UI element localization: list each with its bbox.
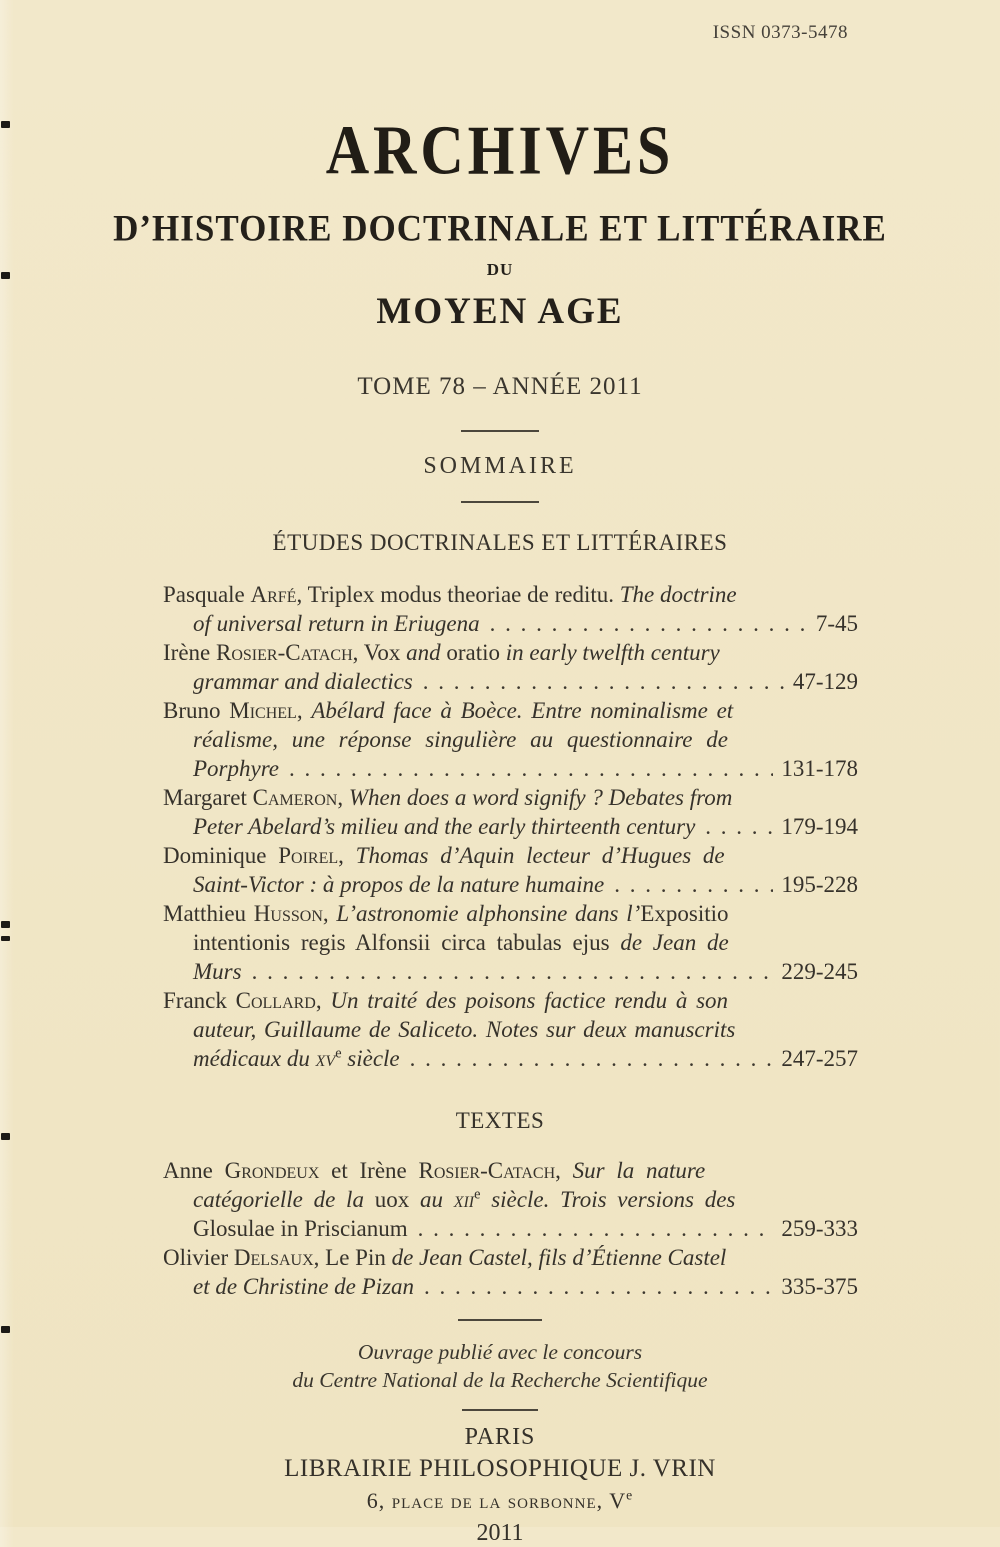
toc-entry-text <box>163 1156 705 1185</box>
text-segment: Arfé <box>250 582 297 607</box>
toc-entry-line <box>163 1272 858 1301</box>
text-segment: Anne <box>163 1158 225 1183</box>
toc-entry-line <box>163 986 858 1015</box>
text-segment: et Irène <box>319 1158 419 1183</box>
journal-subtitle-moyen-age: MOYEN AGE <box>376 291 624 332</box>
toc-entry-line <box>163 1015 858 1044</box>
journal-title: ARCHIVES <box>325 113 675 190</box>
text-segment: e <box>474 1186 481 1203</box>
text-segment: Porphyre <box>193 756 280 781</box>
text-segment: Bruno <box>163 698 230 723</box>
horizontal-rule <box>462 1409 538 1411</box>
funding-credit <box>0 1338 1000 1394</box>
text-segment: Irène <box>163 640 216 665</box>
dot-leader <box>418 1214 774 1243</box>
scan-artifact-mark <box>1 121 10 128</box>
toc-entry-line <box>163 1243 858 1272</box>
publisher-address <box>0 1488 1000 1514</box>
text-segment: intentionis regis Alfonsii circa tabulas ejus <box>193 930 621 955</box>
publisher-name: LIBRAIRIE PHILOSOPHIQUE J. VRIN <box>284 1455 716 1482</box>
scan-artifact-mark <box>1 272 10 279</box>
section-etudes <box>0 530 1000 1073</box>
toc-entry-line <box>163 928 858 957</box>
toc-entry-text <box>163 986 728 1015</box>
dot-leader <box>490 609 808 638</box>
toc-entry-text <box>193 870 604 899</box>
text-segment: , V <box>596 1488 627 1513</box>
toc-entries <box>163 580 858 1073</box>
publisher-city: PARIS <box>464 1424 536 1450</box>
toc-entry-text <box>193 609 480 638</box>
toc-entry-text <box>163 696 733 725</box>
toc-entry-text <box>163 1243 726 1272</box>
page-range: 7-45 <box>815 611 858 636</box>
scan-artifact-mark <box>1 1133 10 1140</box>
toc-entry-line <box>163 667 858 696</box>
text-segment: Murs <box>193 959 242 984</box>
toc-entry-text <box>193 725 728 754</box>
text-segment: , <box>338 843 356 868</box>
dot-leader <box>424 1272 773 1301</box>
text-segment: xii <box>453 1187 475 1212</box>
text-segment: , <box>555 1158 573 1183</box>
dot-leader <box>614 870 773 899</box>
text-segment: , <box>296 698 312 723</box>
scan-artifact-mark <box>1 921 10 928</box>
text-segment: of universal return in Eriugena <box>193 611 480 636</box>
toc-entry-line <box>163 1044 858 1073</box>
text-segment: Thomas d’Aquin lecteur d’Hugues de <box>355 843 725 868</box>
text-segment: Collard <box>235 988 316 1013</box>
issn-number: ISSN 0373-5478 <box>712 22 848 43</box>
toc-entry-text <box>193 1185 735 1214</box>
text-segment: , <box>337 785 349 810</box>
page-range: 259-333 <box>781 1216 858 1241</box>
page-range: 335-375 <box>781 1274 858 1299</box>
text-segment: Glosulae in Priscianum <box>193 1216 408 1241</box>
text-segment: Grondeux <box>224 1158 320 1183</box>
text-segment: grammar and dialectics <box>193 669 413 694</box>
funding-credit-line2: du Centre National de la Recherche Scientifique <box>292 1368 708 1392</box>
text-segment: Franck <box>163 988 236 1013</box>
text-segment: médicaux du <box>193 1046 316 1071</box>
text-segment: Abélard face à Boèce. Entre nominalisme et <box>311 698 734 723</box>
page-range: 47-129 <box>792 669 858 694</box>
toc-entry-text <box>163 580 737 609</box>
horizontal-rule <box>458 1319 542 1321</box>
toc-entry-line <box>163 1156 858 1185</box>
text-segment: siècle <box>341 1046 400 1071</box>
text-segment: When does a word signify ? Debates from <box>348 785 733 810</box>
text-segment: , <box>315 988 331 1013</box>
section-heading: ÉTUDES DOCTRINALES ET LITTÉRAIRES <box>272 530 728 555</box>
horizontal-rule <box>461 501 539 503</box>
toc-entry-line <box>163 725 858 754</box>
toc-entry-text <box>193 928 729 957</box>
text-segment: e <box>626 1487 634 1503</box>
text-segment: Peter Abelard’s milieu and the early thirteenth century <box>193 814 696 839</box>
sommaire-heading: SOMMAIRE <box>423 453 577 479</box>
text-segment: auteur, Guillaume de Saliceto. Notes sur deux manuscrits <box>193 1017 736 1042</box>
toc-entry-line <box>163 754 858 783</box>
text-segment: The doctrine <box>619 582 737 607</box>
section-heading: TEXTES <box>455 1108 545 1133</box>
text-segment: catégorielle de la <box>193 1187 375 1212</box>
publication-year: 2011 <box>476 1520 524 1546</box>
page-range: 195-228 <box>781 872 858 897</box>
page-range: 229-245 <box>781 959 858 984</box>
section-textes <box>0 1108 1000 1301</box>
toc-entries <box>163 1156 858 1301</box>
text-segment: place de la sorbonne <box>391 1488 597 1513</box>
scan-artifact-mark <box>1 936 10 941</box>
text-segment: Pasquale <box>163 582 251 607</box>
text-segment: Expositio <box>640 901 729 926</box>
scan-artifact-mark <box>1 1326 10 1333</box>
toc-entry-line <box>163 899 858 928</box>
page-range: 179-194 <box>781 814 858 839</box>
toc-entry-line <box>163 1185 858 1214</box>
toc-entry-text <box>163 638 720 667</box>
text-segment: L’astronomie alphonsine dans l’ <box>336 901 641 926</box>
text-segment: e <box>335 1045 342 1062</box>
toc-entry-line <box>163 638 858 667</box>
text-segment: Dominique <box>163 843 279 868</box>
toc-entry-text <box>193 957 242 986</box>
funding-credit-line1: Ouvrage publié avec le concours <box>357 1340 643 1364</box>
text-segment: oratio <box>440 640 506 665</box>
toc-entry-line <box>163 870 858 899</box>
toc-entry-text <box>163 899 728 928</box>
toc-entry-text <box>193 1015 735 1044</box>
text-segment: de Jean de <box>620 930 729 955</box>
text-segment: , Vox <box>352 640 407 665</box>
toc-entry-text <box>163 841 725 870</box>
toc-entry-line <box>163 609 858 638</box>
journal-subtitle: D’HISTOIRE DOCTRINALE ET LITTÉRAIRE <box>113 208 887 249</box>
toc-entry-text <box>163 783 732 812</box>
volume-year-line: TOME 78 – ANNÉE 2011 <box>357 373 643 400</box>
toc-entry-text <box>193 1214 408 1243</box>
text-segment: Un traité des poisons factice rendu à son <box>330 988 729 1013</box>
text-segment: Delsaux <box>233 1245 314 1270</box>
toc-entry-text <box>193 1272 414 1301</box>
text-segment: réalisme, une réponse singulière au questionnaire de <box>193 727 728 752</box>
text-segment: Husson <box>253 901 323 926</box>
text-segment: Sur la nature <box>572 1158 706 1183</box>
text-segment: 6, <box>366 1488 392 1513</box>
page-range: 131-178 <box>781 756 858 781</box>
text-segment: Matthieu <box>163 901 254 926</box>
toc-entry-line <box>163 812 858 841</box>
text-segment: Margaret <box>163 785 253 810</box>
text-segment: , <box>322 901 337 926</box>
text-segment: in early twelfth century <box>505 640 720 665</box>
text-segment: et de Christine de Pizan <box>193 1274 415 1299</box>
toc-entry-line <box>163 783 858 812</box>
text-segment: Michel <box>229 698 297 723</box>
toc-entry-line <box>163 580 858 609</box>
toc-entry-text <box>193 754 279 783</box>
toc-entry-line <box>163 957 858 986</box>
toc-entry-line <box>163 696 858 725</box>
text-segment: Poirel <box>278 843 339 868</box>
dot-leader <box>252 957 774 986</box>
text-segment: uox <box>374 1187 410 1212</box>
page-range: 247-257 <box>781 1046 858 1071</box>
text-segment: Olivier <box>163 1245 234 1270</box>
text-segment: Rosier-Catach <box>418 1158 556 1183</box>
text-segment: , Le Pin <box>313 1245 392 1270</box>
dot-leader <box>705 812 773 841</box>
dot-leader <box>289 754 773 783</box>
text-segment: Saint-Victor : à propos de la nature humaine <box>193 872 605 897</box>
text-segment: au <box>409 1187 454 1212</box>
journal-subtitle-du: DU <box>486 260 514 279</box>
dot-leader <box>410 1044 774 1073</box>
toc-entry-line <box>163 1214 858 1243</box>
toc-entry-line <box>163 841 858 870</box>
text-segment: xv <box>315 1046 336 1071</box>
toc-entry-text <box>193 1044 400 1073</box>
toc-entry-text <box>193 812 695 841</box>
text-segment: Rosier-Catach <box>216 640 353 665</box>
text-segment: Cameron <box>252 785 338 810</box>
text-segment: siècle. Trois versions des <box>480 1187 736 1212</box>
dot-leader <box>423 667 785 696</box>
horizontal-rule <box>461 430 539 432</box>
text-segment: , Triplex modus theoriae de reditu. <box>296 582 620 607</box>
toc-entry-text <box>193 667 413 696</box>
text-segment: and <box>406 640 441 665</box>
text-segment: de Jean Castel, fils d’Étienne Castel <box>391 1245 727 1270</box>
